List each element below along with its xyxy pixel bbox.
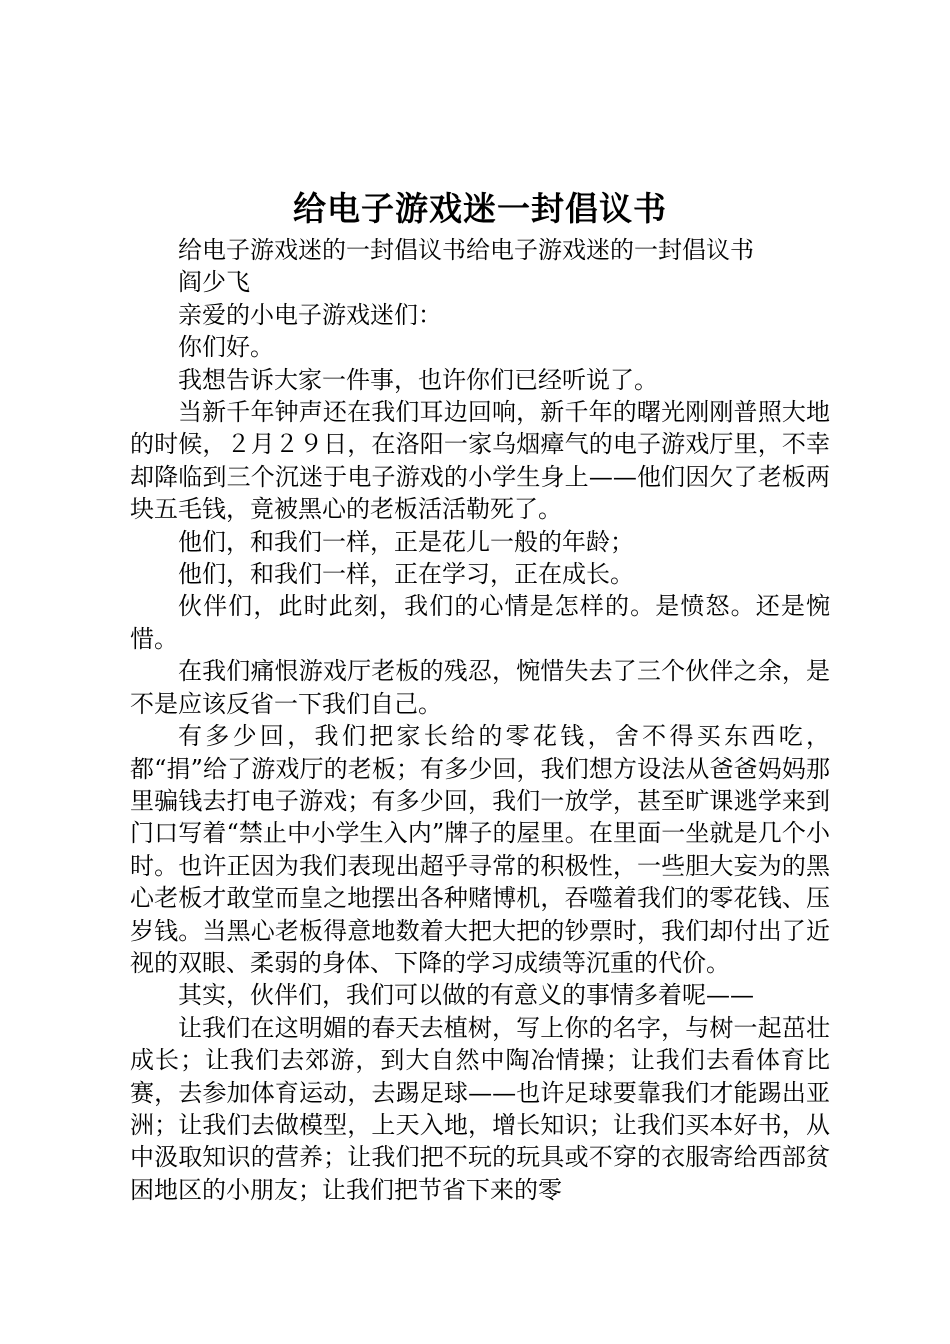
paragraph-salutation: 亲爱的小电子游戏迷们：	[178, 300, 442, 329]
document-page	[130, 186, 830, 1206]
paragraph-body: 伙伴们，此时此刻，我们的心情是怎样的。是愤怒。还是惋惜。	[130, 592, 830, 653]
paragraph-body: 让我们在这明媚的春天去植树，写上你的名字，与树一起茁壮成长；让我们去郊游，到大自然中陶冶情操；让我们去看体育比赛，去参加体育运动，去踢足球——也许足球要靠我们才能踢出亚洲；让我们去做模型，上天入地，增长知识；让我们买本好书，从中汲取知识的营养；让我们把不玩的玩具或不穿的衣服寄给西部贫困地区的小朋友；让我们把节省下来的零	[130, 1013, 830, 1204]
document-title: 给电子游戏迷一封倡议书	[293, 189, 667, 228]
paragraph-body: 在我们痛恨游戏厅老板的残忍，惋惜失去了三个伙伴之余，是不是应该反省一下我们自己。	[130, 657, 830, 718]
paragraph-author: 阎少飞	[178, 268, 250, 297]
paragraph-body: 他们，和我们一样，正在学习，正在成长。	[178, 560, 634, 589]
paragraph-body: 其实，伙伴们，我们可以做的有意义的事情多着呢——	[178, 981, 754, 1010]
paragraph-body: 有多少回，我们把家长给的零花钱，舍不得买东西吃，都“捐”给了游戏厅的老板；有多少回，我们想方设法从爸爸妈妈那里骗钱去打电子游戏；有多少回，我们一放学，甚至旷课逃学来到门口写着“禁止中小学生入内”牌子的屋里。在里面一坐就是几个小时。也许正因为我们表现出超乎寻常的积极性，一些胆大妄为的黑心老板才敢堂而皇之地摆出各种赌博机，吞噬着我们的零花钱、压岁钱。当黑心老板得意地数着大把大把的钞票时，我们却付出了近视的双眼、柔弱的身体、下降的学习成绩等沉重的代价。	[130, 722, 830, 977]
paragraph-heading-line: 给电子游戏迷的一封倡议书给电子游戏迷的一封倡议书	[178, 236, 754, 264]
paragraph-greeting: 你们好。	[178, 333, 274, 362]
paragraph-body: 当新千年钟声还在我们耳边回响，新千年的曙光刚刚普照大地的时候，２月２９日，在洛阳一家乌烟瘴气的电子游戏厅里，不幸却降临到三个沉迷于电子游戏的小学生身上——他们因欠了老板两块五毛钱，竟被黑心的老板活活勒死了。	[130, 398, 830, 524]
paragraph-body: 我想告诉大家一件事，也许你们已经听说了。	[178, 365, 658, 394]
paragraph-body: 他们，和我们一样，正是花儿一般的年龄；	[178, 527, 634, 556]
